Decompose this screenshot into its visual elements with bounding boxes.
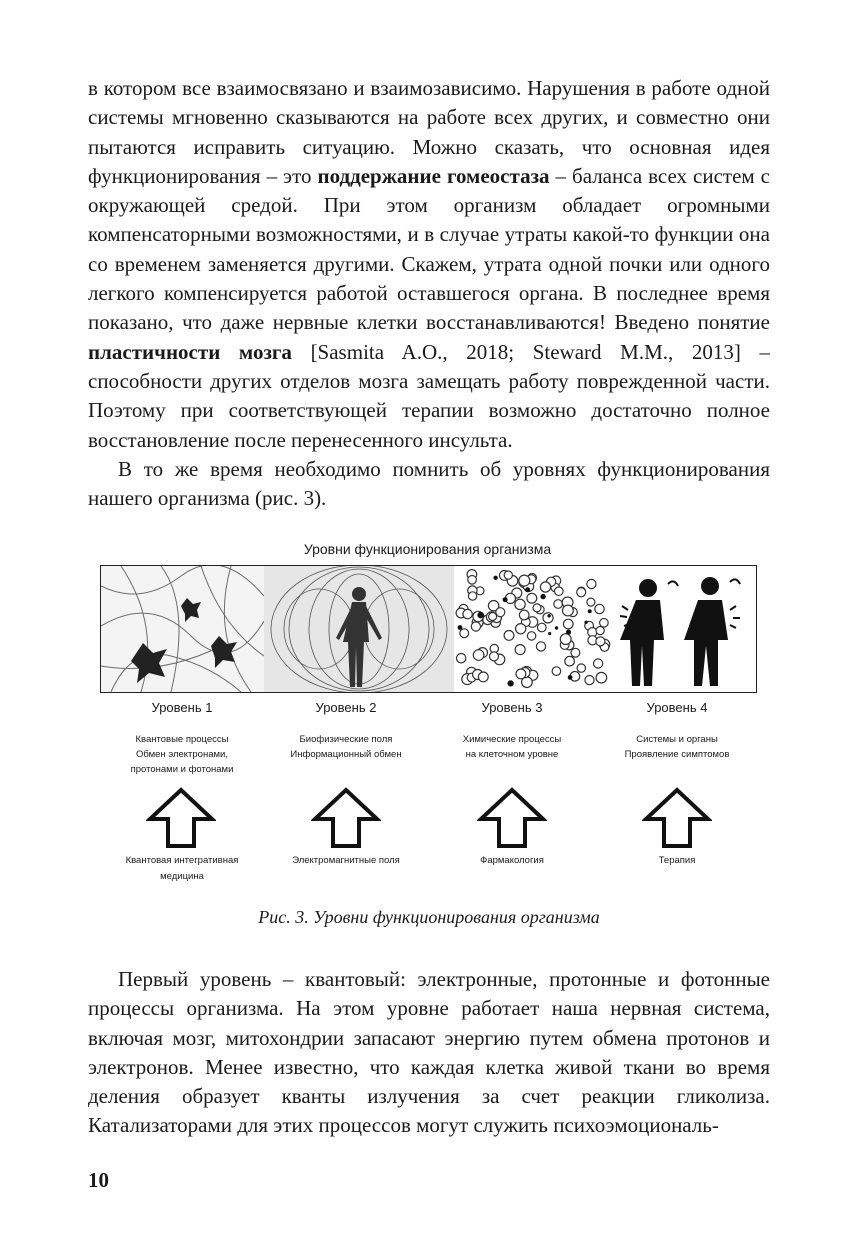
up-arrow-icon: [642, 787, 712, 849]
cells-image: [454, 566, 614, 692]
page-number: 10: [88, 1168, 109, 1192]
figure-caption: Рис. 3. Уровни функционирования организма: [258, 907, 600, 927]
up-arrow-icon: [477, 787, 547, 849]
level-4-method: Терапия: [658, 855, 696, 866]
figure-levels: [100, 535, 755, 895]
level-3-method: Фармакология: [480, 855, 544, 866]
neurons-image: [101, 566, 266, 692]
level-2: [264, 700, 428, 762]
level-description: Квантовые процессы Обмен электронами, протонами и фотонами: [130, 734, 234, 775]
level-1-method: Квантовая интегративная медицина: [125, 855, 239, 882]
figure-title: Уровни функционирования организма: [303, 541, 552, 557]
level-3: [430, 700, 594, 762]
paragraph: В то же время необходимо помнить об уровнях функционирования нашего организма (рис. 3).: [88, 456, 770, 511]
body-text-top: [88, 74, 770, 513]
paragraph: Первый уровень – квантовый: электронные, протонные и фотонные процессы организма. На этом уровне работает наша нервная система, включая мозг, митохондрии запасают энергию путем обмена протонов и электронов. Менее известно, что каждая клетка живой ткани во время деления образует кванты излучения за счет реакции гликолиза. Катализаторами для этих процессов могут служить психоэмоциональ-: [88, 967, 770, 1138]
body-text-bottom: [88, 965, 770, 1141]
up-arrow-icon: [146, 787, 216, 849]
level-description: Биофизические поля Информационный обмен: [290, 734, 402, 760]
paragraph: в котором все взаимосвязано и взаимозависимо. Нарушения в работе одной системы мгновенно сказываются на работе всех других, и совместно они пытаются исправить ситуацию. Можно сказать, что основная идея функционирования – это поддержание гомеостаза – баланса всех систем с окружающей средой. При этом организм обладает огромными компенсаторными возможностями, и в случае утраты какой-то функции она со временем заменяется другими. Скажем, утрата одной почки или одного легкого компенсируется работой оставшегося органа. В последнее время показано, что даже нервные клетки восстанавливаются! Введено понятие пластичности мозга [Sasmita A.O., 2018; Steward M.M., 2013] – способности других отделов мозга замещать работу поврежденной части. Поэтому при соответствующей терапии возможно достаточно полное восстановление после перенесенного инсульта.: [88, 76, 771, 452]
level-1: [100, 700, 264, 777]
symptoms-image: [612, 566, 756, 692]
level-title: Уровень 1: [151, 700, 213, 715]
level-description: Химические процессы на клеточном уровне: [462, 734, 562, 760]
up-arrow-icon: [311, 787, 381, 849]
level-4: [595, 700, 759, 762]
level-title: Уровень 3: [481, 700, 543, 715]
figure-image-strip: [100, 565, 757, 693]
biofield-image: [264, 566, 456, 692]
level-title: Уровень 4: [646, 700, 708, 715]
level-title: Уровень 2: [315, 700, 377, 715]
level-2-method: Электромагнитные поля: [292, 855, 400, 866]
level-description: Системы и органы Проявление симптомов: [624, 734, 730, 760]
